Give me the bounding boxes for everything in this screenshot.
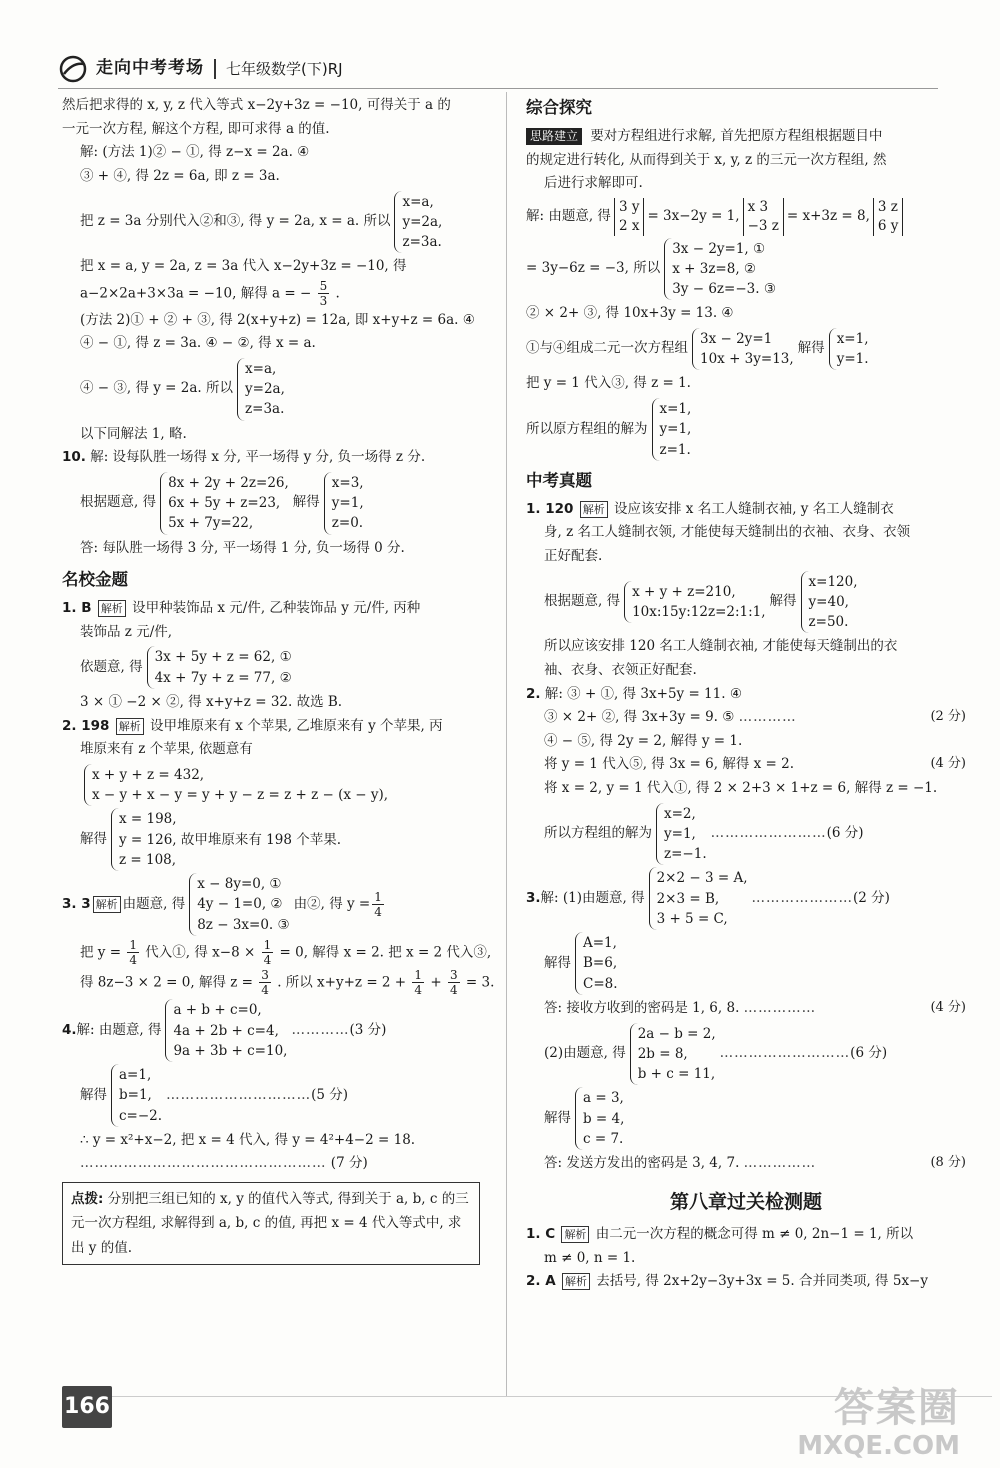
text-line: 堆原来有 z 个苹果, 依题意有 <box>80 741 253 758</box>
text-line: (方法 2)① + ② + ③, 得 2(x+y+z) = 12a, 即 x+y+z = 6a. ④ <box>80 311 475 328</box>
equation: x=120, <box>808 573 858 590</box>
text-segment: 所以原方程组的解为 <box>526 420 648 437</box>
fraction <box>448 968 460 998</box>
denominator: 4 <box>449 982 458 997</box>
equation: y = 126, 故甲堆原来有 198 个苹果. <box>119 831 342 848</box>
numerator: 3 <box>261 967 269 982</box>
equation-system <box>160 472 289 535</box>
solution-row <box>62 1064 480 1127</box>
text-segment: 由②, 得 y = <box>293 895 371 912</box>
text-segment: 解得 <box>80 1086 107 1103</box>
question-text: 设甲种装饰品 x 元/件, 乙种装饰品 y 元/件, 丙种 <box>132 600 421 617</box>
text-segment: = 3. <box>465 973 495 990</box>
equation: y=2a, <box>402 213 443 230</box>
text-line <box>62 279 480 309</box>
score: (2 分) <box>853 889 890 906</box>
text-segment: 代入①, 得 x−8 × <box>145 944 256 961</box>
fraction <box>318 279 330 309</box>
equation: x + y + z=210, <box>632 583 736 600</box>
text-line: ④ − ①, 得 z = 3a. ④ − ②, 得 x = a. <box>80 335 316 352</box>
solution-row <box>526 398 966 461</box>
equation-system <box>575 1087 624 1150</box>
text-line: 把 z = 3a 分别代入②和③, 得 y = 2a, x = a. 所以 <box>80 213 391 230</box>
equation: y=40, <box>808 593 849 610</box>
score: (6 分) <box>850 1045 888 1062</box>
equation: z=3a. <box>245 401 285 418</box>
fraction <box>127 938 139 968</box>
solution-row <box>526 1023 966 1086</box>
equation: x + y + z = 432, <box>92 766 205 783</box>
text-segment: 解: 由题意, 得 <box>526 207 611 224</box>
score-leader: …………………… <box>710 825 827 842</box>
tip-text: 分别把三组已知的 x, y 的值代入等式, 得到关于 a, b, c 的三元一次方程组, 求解得到 a, b, c 的值, 再把 x = 4 代入等式中, 求出 y 的值. <box>71 1191 469 1256</box>
text-line: 袖、衣身、衣领正好配套. <box>544 661 697 678</box>
score-leader: ………… <box>738 709 797 726</box>
analysis-tag: 解析 <box>116 718 144 735</box>
text-segment: 解得 <box>769 593 797 610</box>
text-line <box>526 125 966 149</box>
equation-system <box>624 581 765 624</box>
header-separator <box>214 59 216 79</box>
score: (5 分) <box>311 1086 348 1103</box>
equation-system <box>801 571 858 634</box>
text-line: 后进行求解即可. <box>544 175 643 192</box>
tip-label: 点拨: <box>71 1191 104 1208</box>
equation: 4a + 2b + c=4, <box>173 1022 279 1039</box>
determinant-row: 3 y <box>618 198 640 215</box>
solution-row <box>526 1087 966 1150</box>
question-1 <box>526 498 966 522</box>
equation: x − 8y=0, ① <box>197 876 282 893</box>
text-line: ④ − ⑤, 得 2y = 2, 解得 y = 1. <box>544 732 743 749</box>
equation-system <box>664 238 776 301</box>
equation: A=1, <box>583 935 617 952</box>
solution-row <box>62 191 480 254</box>
fraction <box>262 938 274 968</box>
equation: z=−1. <box>664 846 707 863</box>
tip-box <box>62 1182 480 1265</box>
equation: c = 7. <box>583 1130 624 1147</box>
denominator: 4 <box>261 982 269 997</box>
text-line: 然后把求得的 x, y, z 代入等式 x−2y+3z = −10, 可得关于 a 的 <box>62 97 451 113</box>
problem-number: 10. <box>62 449 86 466</box>
text-segment: . <box>335 285 340 302</box>
score-leader: …………… <box>743 1155 817 1172</box>
equation-system <box>165 999 287 1062</box>
denominator: 4 <box>263 953 272 968</box>
text-segment: 将 y = 1 代入⑤, 得 3x = 6, 解得 x = 2. <box>544 756 795 773</box>
solution-row <box>526 571 966 634</box>
score-leader: …………………………………………… <box>80 1155 327 1172</box>
text-segment: 解: (1)由题意, 得 <box>540 889 645 906</box>
equation: 10x:15y:12z=2:1:1, <box>632 603 766 620</box>
text-segment: = x+3z = 8, <box>786 207 870 224</box>
text-segment: (2)由题意, 得 <box>544 1045 626 1062</box>
solution-row <box>526 328 966 371</box>
question-number: 1. B <box>62 600 92 617</box>
equation: 2a − b = 2, <box>637 1025 716 1042</box>
equation-system <box>111 1064 162 1127</box>
equation-system <box>575 932 618 995</box>
text-segment: 解: ③ + ①, 得 3x+5y = 11. ④ <box>544 685 742 702</box>
denominator: 4 <box>374 904 382 919</box>
equation: x=a, <box>402 193 434 210</box>
denominator: 3 <box>319 294 328 309</box>
equation: 8x + 2y + 2z=26, <box>168 474 289 491</box>
equation-system <box>324 472 364 535</box>
question-text: 由二元一次方程的概念可得 m ≠ 0, 2n−1 = 1, 所以 <box>595 1225 914 1242</box>
brand-logo-icon <box>58 54 88 84</box>
equation: y=2a, <box>245 381 285 398</box>
score-leader: …………… <box>743 999 817 1016</box>
equation: 3y − 6z=−3. ③ <box>672 281 776 298</box>
equation: C=8. <box>583 975 618 992</box>
text-line <box>526 1152 966 1176</box>
watermark-url: MXQE.COM <box>797 1431 960 1461</box>
text-segment: 解得 <box>292 494 320 511</box>
text-line: 一元一次方程, 解这个方程, 即可求得 a 的值. <box>62 120 330 137</box>
score-leader: ………………… <box>751 889 853 906</box>
text-line: 装饰品 z 元/件, <box>80 623 173 640</box>
analysis-tag: 解析 <box>561 1226 589 1243</box>
equation: 2×3 = B, <box>656 890 720 907</box>
text-line: ② × 2+ ③, 得 10x+3y = 13. ④ <box>526 305 734 322</box>
section-title-mingxiao: 名校金题 <box>62 570 128 590</box>
right-column <box>526 94 966 1294</box>
equation: y=1, <box>331 495 364 512</box>
text-line <box>62 967 495 998</box>
equation-system <box>84 764 388 807</box>
equation: x = 198, <box>119 811 177 828</box>
equation: 5x + 7y=22, <box>168 515 254 532</box>
text-segment: = 3x−2y = 1, <box>647 207 740 224</box>
equation: 3x + 5y + z = 62, ① <box>154 649 292 666</box>
equation: z=50. <box>808 614 849 631</box>
text-segment: 解得 <box>80 830 107 847</box>
solution-row <box>62 646 480 689</box>
text-segment: ③ × 2+ ②, 得 3x+3y = 9. ⑤ <box>544 709 735 726</box>
equation-system <box>692 328 794 371</box>
text-line: m ≠ 0, n = 1. <box>544 1249 636 1266</box>
text-segment: = 3y−6z = −3, 所以 <box>526 260 661 277</box>
text-line <box>526 753 966 777</box>
equation: B=6, <box>583 955 618 972</box>
question-4 <box>62 999 480 1062</box>
equation-system <box>649 867 748 930</box>
equation-system <box>656 803 707 866</box>
answer-line: 答: 每队胜一场得 3 分, 平一场得 1 分, 负一场得 0 分. <box>80 539 405 556</box>
fraction <box>412 968 424 998</box>
solution-row <box>526 932 966 995</box>
question-2 <box>526 1270 966 1294</box>
equation: 2×2 − 3 = A, <box>656 870 748 887</box>
solution-row <box>526 198 966 236</box>
equation: b = 4, <box>583 1110 625 1127</box>
equation: b=1, <box>119 1087 152 1104</box>
text-line: 3 × ① −2 × ②, 得 x+y+z = 32. 故选 B. <box>80 693 343 710</box>
numerator: 3 <box>449 967 458 982</box>
question-3 <box>526 867 966 930</box>
equation: 3x − 2y=1 <box>700 330 773 347</box>
text-segment: 根据题意, 得 <box>80 494 157 511</box>
equation: 10x + 3y=13, <box>700 351 794 368</box>
question-3 <box>62 873 480 936</box>
score-line <box>62 1152 480 1176</box>
equation: x=1, <box>836 330 869 347</box>
text-line: 所以应该安排 120 名工人缝制衣袖, 才能使每天缝制出的衣 <box>544 638 898 655</box>
equation: x + 3z=8, ② <box>672 260 757 277</box>
score-leader: ………………………… <box>166 1086 312 1103</box>
text-segment: . 所以 x+y+z = 2 + <box>277 973 407 990</box>
question-number: 1. 120 <box>526 500 574 517</box>
equation: x=3, <box>331 474 364 491</box>
equation: a + b + c=0, <box>173 1002 262 1019</box>
fraction <box>259 968 271 998</box>
text-line: 正好配套. <box>544 547 603 564</box>
text-line <box>62 937 492 968</box>
text-segment: 所以方程组的解为 <box>544 825 652 842</box>
equation: 6x + 5y + z=23, <box>168 495 281 512</box>
solution-row <box>526 803 966 866</box>
denominator: 4 <box>129 953 137 968</box>
equation-system <box>237 358 285 421</box>
text-segment: + <box>430 973 442 990</box>
question-number: 2. A <box>526 1273 556 1290</box>
solution-row <box>62 472 480 535</box>
numerator: 1 <box>129 937 137 952</box>
chapter-title: 第八章过关检测题 <box>669 1190 822 1213</box>
text-segment: 根据题意, 得 <box>544 593 621 610</box>
score: (8 分) <box>930 1155 966 1171</box>
text-segment: ①与④组成二元一次方程组 <box>526 340 688 357</box>
text-segment: 解得 <box>544 1109 571 1126</box>
score-leader: ………… <box>291 1021 350 1038</box>
equation-system <box>652 398 692 461</box>
solution-row <box>62 808 480 871</box>
equation: 8z − 3x=0. ③ <box>197 916 290 933</box>
text-segment: 得 8z−3 × 2 = 0, 解得 z = <box>80 973 253 990</box>
equation: 3 + 5 = C, <box>656 910 728 927</box>
text-segment: 把 y = <box>80 944 122 961</box>
question-number: 3. 3 <box>62 895 91 912</box>
section-title-zhongkao: 中考真题 <box>526 470 592 490</box>
problem-text: 解: 设每队胜一场得 x 分, 平一场得 y 分, 负一场得 z 分. <box>90 449 426 466</box>
determinant-row: x 3 <box>747 198 769 215</box>
equation: y=1, <box>659 421 692 438</box>
page-number: 166 <box>62 1386 112 1428</box>
solution-row <box>62 764 480 807</box>
score: (2 分) <box>930 709 966 725</box>
equation: z = 108, <box>119 851 177 868</box>
score-leader: ……………………… <box>719 1045 851 1062</box>
equation: 3x − 2y=1, ① <box>672 240 766 257</box>
problem-10 <box>62 446 480 470</box>
watermark <box>797 1386 960 1462</box>
equation: z=0. <box>331 515 364 532</box>
question-1 <box>526 1223 966 1247</box>
numerator: 1 <box>263 937 272 952</box>
determinant-row: 6 y <box>877 217 899 234</box>
equation: x=2, <box>664 805 696 822</box>
determinant-row: 2 x <box>618 217 640 234</box>
equation-system <box>111 808 341 871</box>
equation: 9a + 3b + c=10, <box>173 1042 288 1059</box>
equation-system <box>829 328 869 371</box>
text-line: 身, z 名工人缝制衣领, 才能使每天缝制出的衣袖、衣身、衣领 <box>544 524 911 541</box>
numerator: 1 <box>374 889 382 904</box>
score: (4 分) <box>930 756 966 772</box>
equation: z=1. <box>659 441 691 458</box>
text-segment: = 0, 解得 x = 2. 把 x = 2 代入③, <box>279 944 492 961</box>
equation: a = 3, <box>583 1090 624 1107</box>
text-segment: 解: 由题意, 得 <box>76 1021 162 1038</box>
solution-row <box>62 358 480 421</box>
question-number: 2. 198 <box>62 717 110 734</box>
text-segment: a−2×2a+3×3a = −10, 解得 a = − <box>80 285 312 302</box>
text-segment: 由题意, 得 <box>122 895 186 912</box>
equation: b + c = 11, <box>637 1066 716 1083</box>
idea-tag: 思路建立 <box>526 128 582 145</box>
fraction <box>372 890 384 920</box>
determinant <box>614 198 645 236</box>
equation: 2b = 8, <box>637 1045 688 1062</box>
text-line: 把 x = a, y = 2a, z = 3a 代入 x−2y+3z = −10, 得 <box>80 258 407 275</box>
text-segment: 解得 <box>797 340 825 357</box>
equation: x=a, <box>245 360 277 377</box>
numerator: 1 <box>414 967 423 982</box>
text-segment: 依题意, 得 <box>80 658 143 675</box>
score: (6 分) <box>826 825 864 842</box>
equation: 4x + 7y + z = 77, ② <box>154 669 292 686</box>
text-line: 解: (方法 1)② − ①, 得 z−x = 2a. ④ <box>80 144 310 161</box>
text-line: ④ − ③, 得 y = 2a. 所以 <box>80 380 234 397</box>
text-segment: 解得 <box>544 954 571 971</box>
equation-system <box>630 1023 716 1086</box>
section-title-zonghe: 综合探究 <box>526 98 592 117</box>
text-line: ∴ y = x²+x−2, 把 x = 4 代入, 得 y = 4²+4−2 = 18. <box>80 1131 416 1148</box>
determinant <box>743 198 784 236</box>
score: (4 分) <box>930 999 966 1015</box>
numerator: 5 <box>319 278 328 293</box>
question-number: 3. <box>526 889 541 906</box>
determinant-row: 3 z <box>877 198 898 215</box>
determinant-row: −3 z <box>747 217 779 234</box>
question-number: 4. <box>62 1021 77 1038</box>
equation: c=−2. <box>119 1107 163 1124</box>
text-line: 的规定进行转化, 从而得到关于 x, y, z 的三元一次方程组, 然 <box>526 151 887 168</box>
analysis-tag: 解析 <box>580 501 608 518</box>
answer-text: 答: 发送方发出的密码是 3, 4, 7. <box>544 1155 740 1172</box>
text-line: 以下同解法 1, 略. <box>80 425 187 442</box>
equation: a=1, <box>119 1067 152 1084</box>
question-number: 1. C <box>526 1225 556 1242</box>
score: (7 分) <box>330 1155 368 1172</box>
column-divider <box>506 92 507 1397</box>
analysis-tag: 解析 <box>98 600 126 617</box>
equation-system <box>147 646 292 689</box>
question-text: 设甲堆原来有 x 个苹果, 乙堆原来有 y 个苹果, 丙 <box>150 717 443 734</box>
text-line: ③ + ④, 得 2z = 6a, 即 z = 3a. <box>80 167 280 184</box>
solution-row <box>526 238 966 301</box>
question-text: 设应该安排 x 名工人缝制衣袖, y 名工人缝制衣 <box>614 500 894 517</box>
denominator: 4 <box>414 982 423 997</box>
analysis-tag: 解析 <box>93 896 121 913</box>
text-line <box>526 706 966 730</box>
equation: x=1, <box>659 401 692 418</box>
score: (3 分) <box>349 1021 387 1038</box>
equation-system <box>189 873 289 936</box>
brand-name: 走向中考考场 <box>96 58 204 79</box>
header-rule <box>58 88 938 89</box>
equation-system <box>394 191 442 254</box>
question-text: 去括号, 得 2x+2y−3y+3x = 5. 合并同类项, 得 5x−y <box>596 1273 928 1290</box>
left-column <box>62 94 495 1265</box>
question-1 <box>62 597 480 621</box>
text-segment: 要对方程组进行求解, 首先把原方程组根据题目中 <box>590 127 883 144</box>
page-header <box>58 52 343 86</box>
equation: y=1. <box>836 351 869 368</box>
analysis-tag: 解析 <box>562 1273 590 1290</box>
determinant <box>873 198 904 236</box>
question-number: 2. <box>526 685 541 702</box>
equation: z=3a. <box>402 234 442 250</box>
answer-text: 答: 接收方收到的密码是 1, 6, 8. <box>544 999 740 1016</box>
equation: x − y + x − y = y + y − z = z + z − (x − y), <box>92 787 389 804</box>
equation: 4y − 1=0, ② <box>197 896 283 913</box>
question-2 <box>526 683 966 707</box>
watermark-text: 答案圈 <box>834 1385 960 1431</box>
book-subtitle: 七年级数学(下)RJ <box>226 59 343 78</box>
question-2 <box>62 715 480 739</box>
text-line: 将 x = 2, y = 1 代入①, 得 2 × 2+3 × 1+z = 6, 解得 z = −1. <box>544 780 938 797</box>
equation: y=1, <box>664 825 696 842</box>
text-line: 把 y = 1 代入③, 得 z = 1. <box>526 375 691 392</box>
text-line <box>526 997 966 1021</box>
